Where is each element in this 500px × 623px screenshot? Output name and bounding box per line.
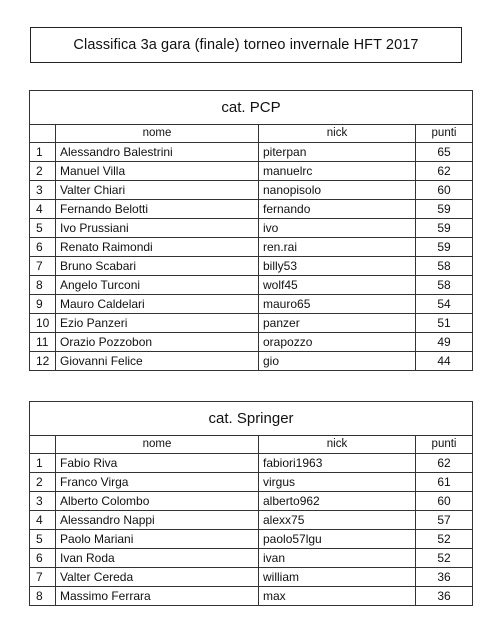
name-cell: Bruno Scabari xyxy=(56,257,259,276)
name-cell: Massimo Ferrara xyxy=(56,587,259,606)
category-header-row xyxy=(30,91,473,125)
table-row xyxy=(30,162,473,181)
nick-cell: gio xyxy=(259,352,416,371)
table-row xyxy=(30,352,473,371)
name-cell: Paolo Mariani xyxy=(56,530,259,549)
standings-table-pcp xyxy=(29,90,473,371)
column-header-row xyxy=(30,436,473,454)
points-cell: 62 xyxy=(416,454,473,473)
table-row xyxy=(30,333,473,352)
category-title: cat. Springer xyxy=(30,402,473,436)
nick-cell: panzer xyxy=(259,314,416,333)
points-cell: 54 xyxy=(416,295,473,314)
nick-cell: nanopisolo xyxy=(259,181,416,200)
column-header-nick: nick xyxy=(259,125,416,143)
column-header-name: nome xyxy=(56,436,259,454)
table-row xyxy=(30,587,473,606)
points-cell: 57 xyxy=(416,511,473,530)
points-cell: 58 xyxy=(416,276,473,295)
nick-cell: william xyxy=(259,568,416,587)
column-header-points: punti xyxy=(416,125,473,143)
points-cell: 65 xyxy=(416,143,473,162)
rank-cell: 6 xyxy=(30,238,56,257)
rank-cell: 6 xyxy=(30,549,56,568)
table-row xyxy=(30,238,473,257)
points-cell: 44 xyxy=(416,352,473,371)
table-row xyxy=(30,454,473,473)
rank-cell: 11 xyxy=(30,333,56,352)
column-header-points: punti xyxy=(416,436,473,454)
points-cell: 60 xyxy=(416,492,473,511)
table-row xyxy=(30,181,473,200)
category-title: cat. PCP xyxy=(30,91,473,125)
points-cell: 36 xyxy=(416,587,473,606)
rank-cell: 3 xyxy=(30,492,56,511)
nick-cell: max xyxy=(259,587,416,606)
table-row xyxy=(30,473,473,492)
table-row xyxy=(30,492,473,511)
table-row xyxy=(30,530,473,549)
column-header-row xyxy=(30,125,473,143)
name-cell: Angelo Turconi xyxy=(56,276,259,295)
column-header-name: nome xyxy=(56,125,259,143)
points-cell: 52 xyxy=(416,549,473,568)
nick-cell: fernando xyxy=(259,200,416,219)
rank-cell: 4 xyxy=(30,200,56,219)
table-row xyxy=(30,276,473,295)
points-cell: 59 xyxy=(416,219,473,238)
nick-cell: wolf45 xyxy=(259,276,416,295)
rank-cell: 7 xyxy=(30,257,56,276)
name-cell: Valter Cereda xyxy=(56,568,259,587)
points-cell: 36 xyxy=(416,568,473,587)
nick-cell: piterpan xyxy=(259,143,416,162)
name-cell: Ivo Prussiani xyxy=(56,219,259,238)
name-cell: Alberto Colombo xyxy=(56,492,259,511)
table-row xyxy=(30,200,473,219)
rank-cell: 1 xyxy=(30,143,56,162)
name-cell: Valter Chiari xyxy=(56,181,259,200)
points-cell: 59 xyxy=(416,238,473,257)
rank-cell: 7 xyxy=(30,568,56,587)
nick-cell: alberto962 xyxy=(259,492,416,511)
name-cell: Renato Raimondi xyxy=(56,238,259,257)
rank-cell: 5 xyxy=(30,219,56,238)
nick-cell: manuelrc xyxy=(259,162,416,181)
rank-cell: 12 xyxy=(30,352,56,371)
rank-cell: 3 xyxy=(30,181,56,200)
name-cell: Alessandro Balestrini xyxy=(56,143,259,162)
rank-cell: 5 xyxy=(30,530,56,549)
name-cell: Fernando Belotti xyxy=(56,200,259,219)
rank-cell: 8 xyxy=(30,276,56,295)
points-cell: 51 xyxy=(416,314,473,333)
table-row xyxy=(30,295,473,314)
rank-cell: 2 xyxy=(30,473,56,492)
name-cell: Ivan Roda xyxy=(56,549,259,568)
name-cell: Alessandro Nappi xyxy=(56,511,259,530)
points-cell: 59 xyxy=(416,200,473,219)
rank-cell: 4 xyxy=(30,511,56,530)
nick-cell: ivan xyxy=(259,549,416,568)
name-cell: Franco Virga xyxy=(56,473,259,492)
table-row xyxy=(30,549,473,568)
table-row xyxy=(30,511,473,530)
name-cell: Giovanni Felice xyxy=(56,352,259,371)
rank-cell: 1 xyxy=(30,454,56,473)
name-cell: Mauro Caldelari xyxy=(56,295,259,314)
nick-cell: fabiori1963 xyxy=(259,454,416,473)
nick-cell: alexx75 xyxy=(259,511,416,530)
nick-cell: paolo57lgu xyxy=(259,530,416,549)
table-row xyxy=(30,568,473,587)
rank-cell: 8 xyxy=(30,587,56,606)
name-cell: Manuel Villa xyxy=(56,162,259,181)
points-cell: 61 xyxy=(416,473,473,492)
table-row xyxy=(30,219,473,238)
points-cell: 52 xyxy=(416,530,473,549)
nick-cell: orapozzo xyxy=(259,333,416,352)
nick-cell: ivo xyxy=(259,219,416,238)
nick-cell: ren.rai xyxy=(259,238,416,257)
rank-cell: 9 xyxy=(30,295,56,314)
name-cell: Fabio Riva xyxy=(56,454,259,473)
points-cell: 49 xyxy=(416,333,473,352)
column-header-nick: nick xyxy=(259,436,416,454)
rank-cell: 2 xyxy=(30,162,56,181)
table-row xyxy=(30,143,473,162)
nick-cell: virgus xyxy=(259,473,416,492)
points-cell: 60 xyxy=(416,181,473,200)
table-row xyxy=(30,314,473,333)
category-header-row xyxy=(30,402,473,436)
nick-cell: billy53 xyxy=(259,257,416,276)
table-row xyxy=(30,257,473,276)
points-cell: 58 xyxy=(416,257,473,276)
points-cell: 62 xyxy=(416,162,473,181)
name-cell: Ezio Panzeri xyxy=(56,314,259,333)
document-title: Classifica 3a gara (finale) torneo invernale HFT 2017 xyxy=(30,27,462,63)
standings-table-springer xyxy=(29,401,473,606)
nick-cell: mauro65 xyxy=(259,295,416,314)
rank-cell: 10 xyxy=(30,314,56,333)
column-header-rank xyxy=(30,436,56,454)
name-cell: Orazio Pozzobon xyxy=(56,333,259,352)
column-header-rank xyxy=(30,125,56,143)
